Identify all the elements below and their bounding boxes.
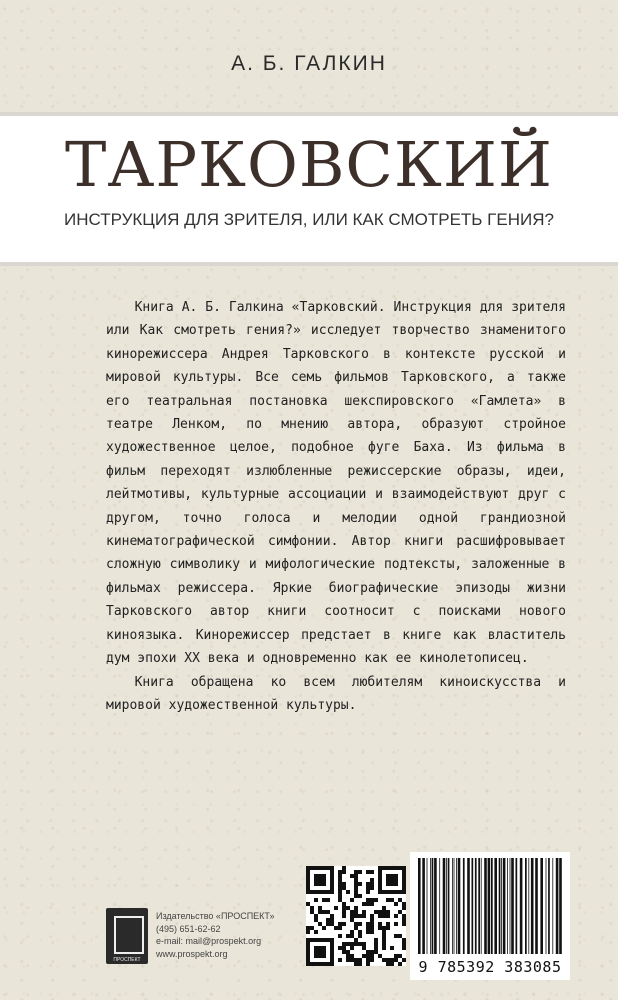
description-paragraph: Книга А. Б. Галкина «Тарковский. Инструкция для зрителя или Как смотреть гения?» исследует творчество знаменитого кинорежиссера Андрея Тарковского в контексте русской и мировой культуры. Все семь фильмов Тарковского, а также его театральная постановка шекспировского «Гамлета» в театре Ленком, по мнению автора, образуют стройное художественное целое, подобное фуге Баха. Из фильма в фильм переходят излюбленные режиссерские образы, идеи, лейтмотивы, культурные ассоциации и взаимодействуют друг с другом, точно голоса и мелодии одной грандиозной кинематографической симфонии. Автор книги расшифровывает сложную символику и мифологические подтексты, заложенные в фильмах режиссера. Яркие биографические эпизоды жизни Тарковского автор книги соотносит с поисками нового киноязыка. Кинорежиссер предстает в книге как властитель дум эпохи XX века и одновременно как ее кинолетописец. (106, 300, 566, 667)
publisher-website: www.prospekt.org (156, 948, 228, 959)
book-description (106, 296, 566, 717)
barcode (410, 852, 570, 980)
barcode-bars-icon (416, 858, 564, 954)
publisher-contacts (156, 910, 275, 960)
publisher-email: e-mail: mail@prospekt.org (156, 936, 262, 946)
publisher-logo-icon (106, 908, 148, 964)
book-author: А. Б. ГАЛКИН (231, 52, 387, 75)
title-band (0, 112, 618, 266)
publisher-block (106, 908, 306, 968)
book-title: ТАРКОВСКИЙ (65, 128, 553, 201)
qr-code-icon (306, 866, 406, 966)
book-subtitle: ИНСТРУКЦИЯ ДЛЯ ЗРИТЕЛЯ, ИЛИ КАК СМОТРЕТЬ ГЕНИЯ? (64, 210, 554, 229)
publisher-logo-text: ПРОСПЕКТ (113, 957, 141, 963)
publisher-phone: (495) 651-62-62 (156, 923, 221, 934)
isbn-number: 9 785392 383085 (418, 958, 562, 976)
publisher-name: Издательство «ПРОСПЕКТ» (156, 911, 275, 921)
description-paragraph: Книга обращена ко всем любителям киноискусства и мировой художественной культуры. (106, 674, 566, 713)
